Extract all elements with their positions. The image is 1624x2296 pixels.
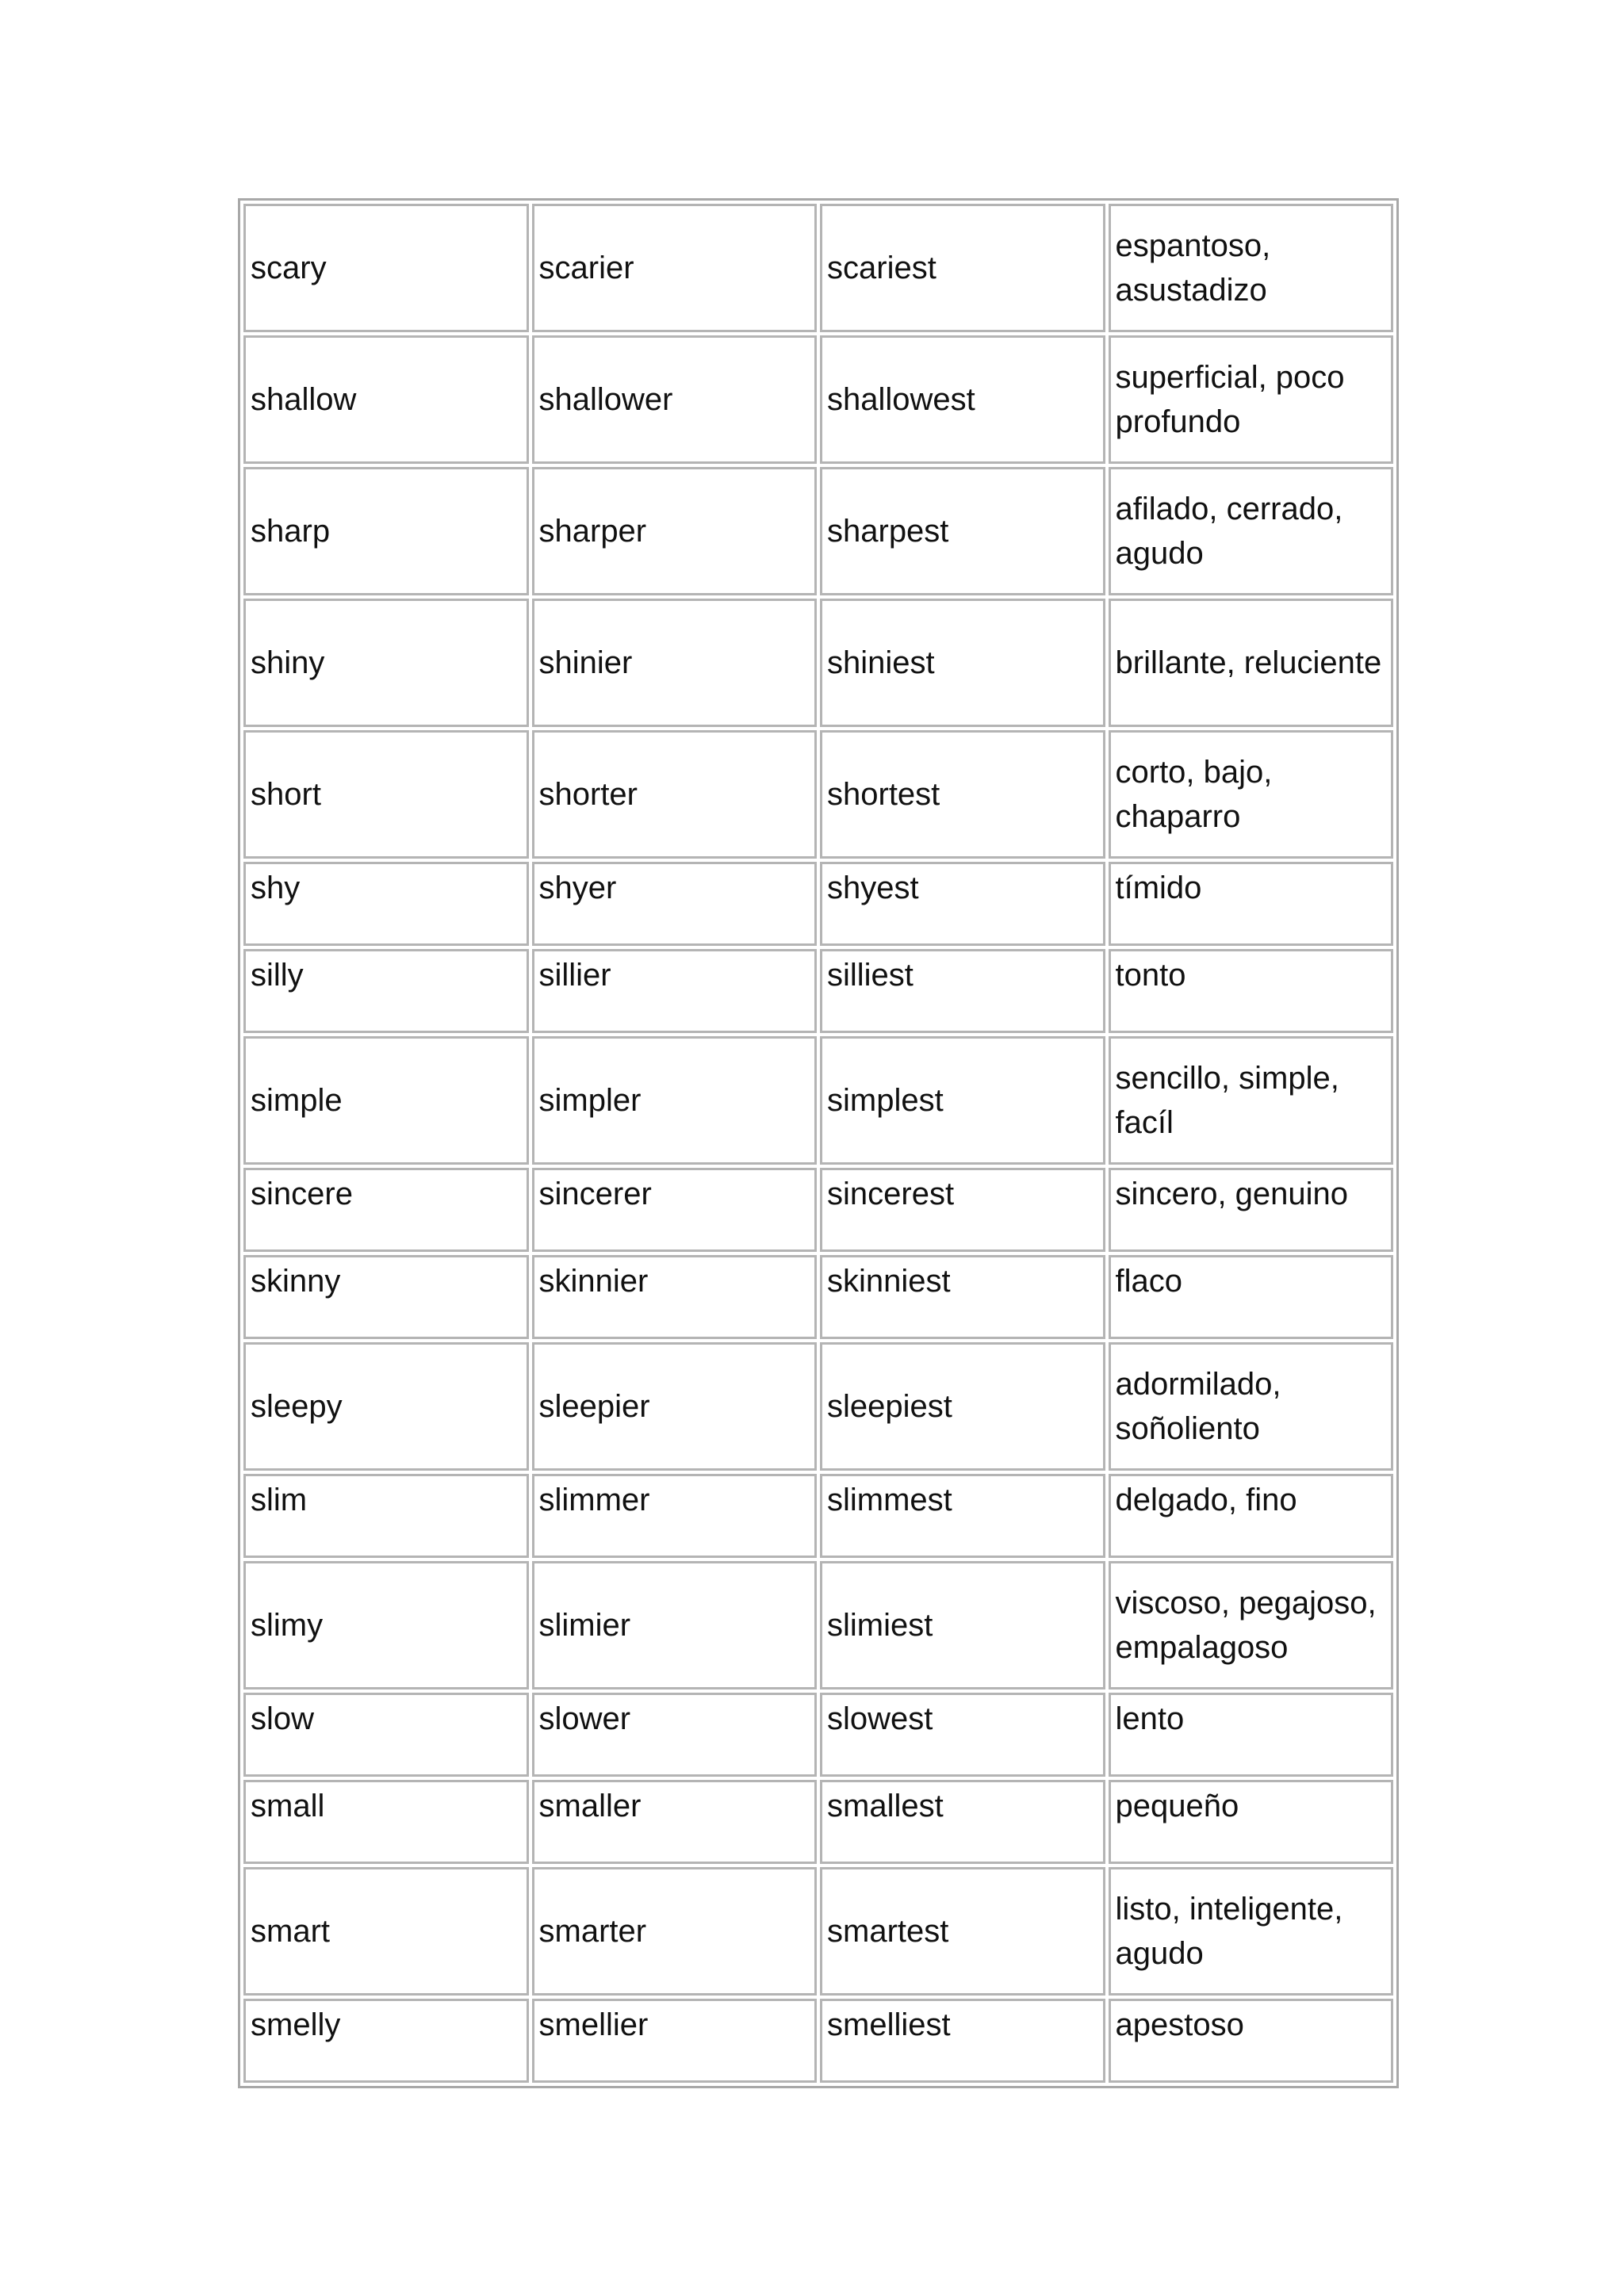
superlative-cell: sharpest — [820, 467, 1105, 595]
comparative-cell: sleepier — [532, 1342, 818, 1471]
spanish-translation-cell: viscoso, pegajoso, empalagoso — [1109, 1561, 1394, 1689]
base-form-cell: silly — [243, 949, 529, 1033]
base-form-cell: short — [243, 730, 529, 859]
table-row — [243, 1561, 1393, 1689]
superlative-cell: slimiest — [820, 1561, 1105, 1689]
comparative-cell: sincerer — [532, 1168, 818, 1252]
base-form-cell: smelly — [243, 1999, 529, 2083]
spanish-translation-cell: afilado, cerrado, agudo — [1109, 467, 1394, 595]
table-row — [243, 1342, 1393, 1471]
base-form-cell: sharp — [243, 467, 529, 595]
base-form-cell: sleepy — [243, 1342, 529, 1471]
comparative-cell: simpler — [532, 1036, 818, 1165]
base-form-cell: shy — [243, 862, 529, 946]
superlative-cell: shortest — [820, 730, 1105, 859]
superlative-cell: sincerest — [820, 1168, 1105, 1252]
superlative-cell: shyest — [820, 862, 1105, 946]
spanish-translation-cell: apestoso — [1109, 1999, 1394, 2083]
spanish-translation-cell: sincero, genuino — [1109, 1168, 1394, 1252]
table-row — [243, 730, 1393, 859]
base-form-cell: scary — [243, 204, 529, 332]
superlative-cell: smartest — [820, 1867, 1105, 1996]
comparative-cell: sharper — [532, 467, 818, 595]
spanish-translation-cell: delgado, fino — [1109, 1474, 1394, 1558]
table-row — [243, 949, 1393, 1033]
table-row — [243, 1867, 1393, 1996]
comparative-cell: smaller — [532, 1780, 818, 1864]
comparative-cell: smellier — [532, 1999, 818, 2083]
superlative-cell: skinniest — [820, 1255, 1105, 1339]
base-form-cell: sincere — [243, 1168, 529, 1252]
table-row — [243, 335, 1393, 464]
table-row — [243, 1693, 1393, 1777]
comparative-cell: shinier — [532, 599, 818, 727]
comparative-cell: smarter — [532, 1867, 818, 1996]
table-row — [243, 862, 1393, 946]
spanish-translation-cell: brillante, reluciente — [1109, 599, 1394, 727]
comparative-cell: shallower — [532, 335, 818, 464]
spanish-translation-cell: flaco — [1109, 1255, 1394, 1339]
comparative-cell: sillier — [532, 949, 818, 1033]
table-row — [243, 1168, 1393, 1252]
comparative-cell: shorter — [532, 730, 818, 859]
table-row — [243, 1255, 1393, 1339]
table-row — [243, 1780, 1393, 1864]
superlative-cell: smelliest — [820, 1999, 1105, 2083]
base-form-cell: slow — [243, 1693, 529, 1777]
superlative-cell: simplest — [820, 1036, 1105, 1165]
spanish-translation-cell: sencillo, simple, facíl — [1109, 1036, 1394, 1165]
comparative-cell: slower — [532, 1693, 818, 1777]
table-row — [243, 1999, 1393, 2083]
superlative-cell: smallest — [820, 1780, 1105, 1864]
comparative-cell: slimier — [532, 1561, 818, 1689]
table-row — [243, 1474, 1393, 1558]
spanish-translation-cell: tímido — [1109, 862, 1394, 946]
base-form-cell: slim — [243, 1474, 529, 1558]
base-form-cell: smart — [243, 1867, 529, 1996]
table-row — [243, 1036, 1393, 1165]
base-form-cell: small — [243, 1780, 529, 1864]
spanish-translation-cell: adormilado, soñoliento — [1109, 1342, 1394, 1471]
spanish-translation-cell: lento — [1109, 1693, 1394, 1777]
base-form-cell: simple — [243, 1036, 529, 1165]
base-form-cell: slimy — [243, 1561, 529, 1689]
superlative-cell: shallowest — [820, 335, 1105, 464]
comparative-cell: slimmer — [532, 1474, 818, 1558]
superlative-cell: silliest — [820, 949, 1105, 1033]
comparative-cell: shyer — [532, 862, 818, 946]
table-row — [243, 467, 1393, 595]
spanish-translation-cell: superficial, poco profundo — [1109, 335, 1394, 464]
superlative-cell: slimmest — [820, 1474, 1105, 1558]
base-form-cell: shiny — [243, 599, 529, 727]
superlative-cell: slowest — [820, 1693, 1105, 1777]
superlative-cell: scariest — [820, 204, 1105, 332]
superlative-cell: sleepiest — [820, 1342, 1105, 1471]
spanish-translation-cell: espantoso, asustadizo — [1109, 204, 1394, 332]
comparative-cell: scarier — [532, 204, 818, 332]
superlative-cell: shiniest — [820, 599, 1105, 727]
spanish-translation-cell: pequeño — [1109, 1780, 1394, 1864]
comparative-cell: skinnier — [532, 1255, 818, 1339]
table-row — [243, 599, 1393, 727]
adjective-comparison-table — [238, 198, 1399, 2088]
spanish-translation-cell: tonto — [1109, 949, 1394, 1033]
base-form-cell: skinny — [243, 1255, 529, 1339]
base-form-cell: shallow — [243, 335, 529, 464]
spanish-translation-cell: listo, inteligente, agudo — [1109, 1867, 1394, 1996]
spanish-translation-cell: corto, bajo, chaparro — [1109, 730, 1394, 859]
table-row — [243, 204, 1393, 332]
